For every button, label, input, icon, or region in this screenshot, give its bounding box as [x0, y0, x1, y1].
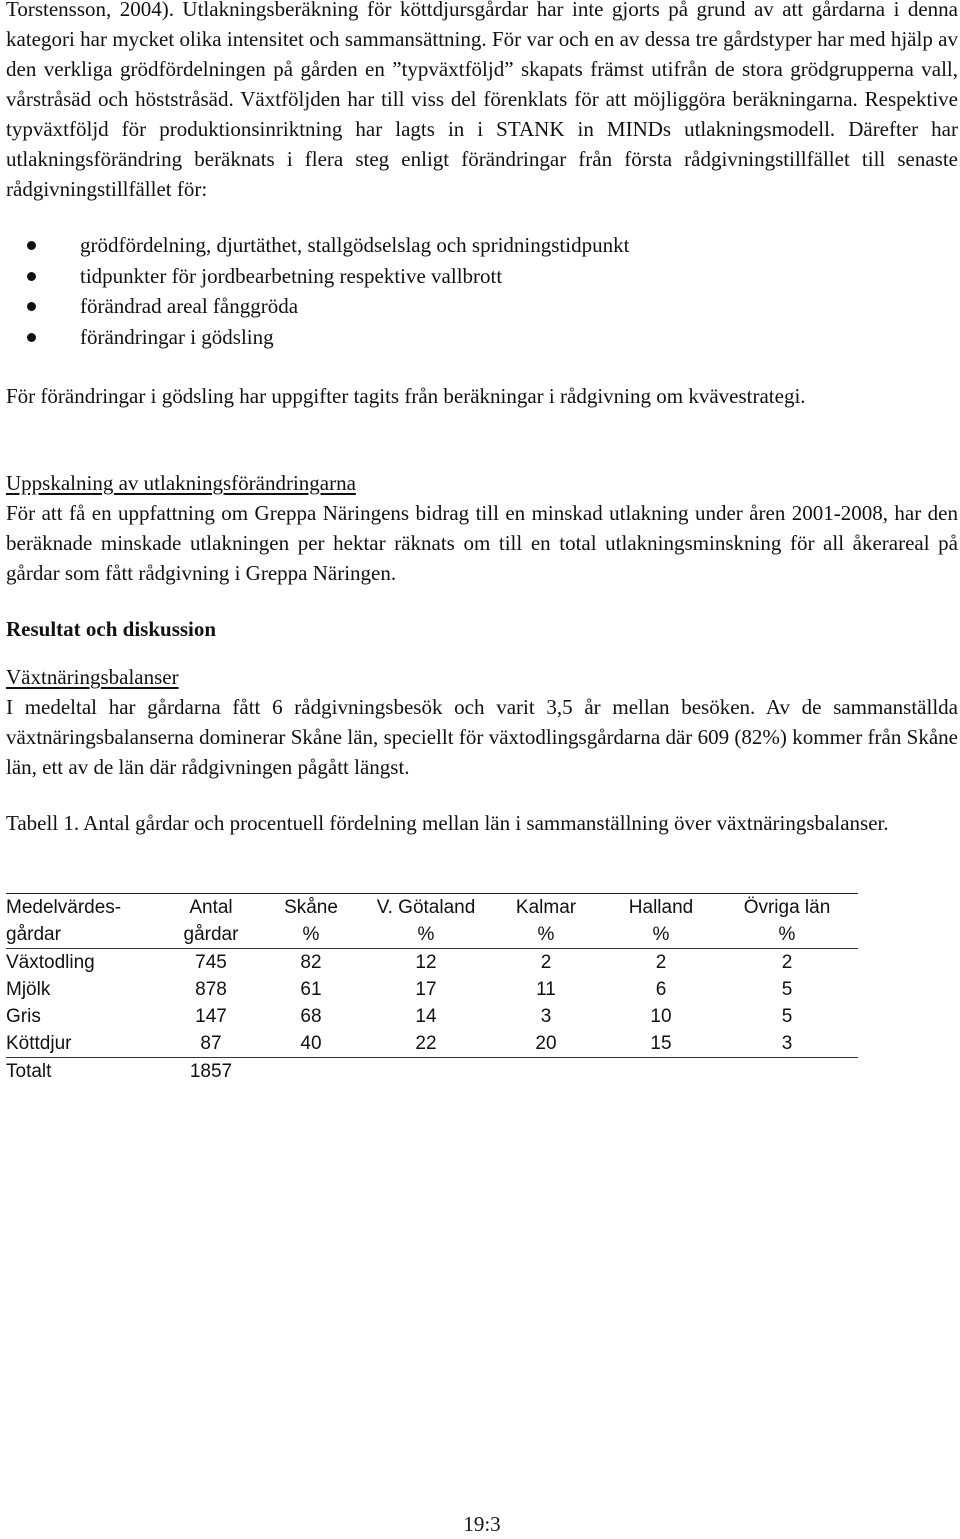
table-cell: 745: [195, 952, 227, 973]
table-cell: 17: [415, 979, 437, 1000]
intro-paragraph: Torstensson, 2004). Utlakningsberäkning för köttdjursgårdar har inte gjorts på grund av att gårdarna i denna kategori har mycket olika intensitet och sammansättning. För var och en av dessa tre gårdstyper har med hjälp av den verkliga grödfördelningen på gården en ”typväxtföljd” skapats främst utifrån de stora grödgrupperna vall, vårstråsäd och höststråsäd. Växtföljden har till viss del förenklats för att möjliggöra beräkningarna. Respektive typväxtföljd för produktionsinriktning har lagts in i STANK in MINDs utlakningsmodell. Därefter har utlakningsförändring beräknats i flera steg enligt förändringar från första rådgivningstillfället till senaste rådgivningstillfället för:: [6, 0, 958, 201]
table-header-cell: %: [366, 921, 486, 949]
table-header-cell: Skåne: [256, 894, 366, 922]
list-item: [6, 230, 958, 261]
table-row: [6, 976, 858, 1003]
table-header-cell: %: [486, 921, 606, 949]
table-cell: 1857: [189, 1061, 233, 1082]
table-header-cell: V. Götaland: [366, 894, 486, 922]
table-header-cell: gårdar: [166, 921, 256, 949]
table-cell: Köttdjur: [6, 1030, 166, 1058]
table-cell: 2: [540, 952, 552, 973]
table-cell: 15: [606, 1030, 716, 1058]
table-cell: 14: [415, 1006, 437, 1027]
table-total-row: [6, 1058, 858, 1086]
table-cell: 147: [195, 1006, 227, 1027]
table-cell: 6: [655, 979, 667, 1000]
table-cell: 878: [195, 979, 227, 1000]
table-header-cell: Medelvärdes-: [6, 894, 166, 922]
table-caption: Tabell 1. Antal gårdar och procentuell fördelning mellan län i sammanställning över växtnäringsbalanser.: [6, 811, 889, 835]
table-cell: 82: [300, 952, 322, 973]
table-cell: 20: [486, 1030, 606, 1058]
bullet-icon: [27, 272, 36, 281]
table-row: [6, 1003, 858, 1030]
table-header-cell: %: [716, 921, 858, 949]
table-cell: 3: [540, 1006, 552, 1027]
data-table: [6, 893, 858, 1085]
table-cell: 3: [716, 1030, 858, 1058]
table-header-cell: Övriga län: [716, 894, 858, 922]
table-cell: Växtodling: [6, 952, 95, 973]
list-item: [6, 291, 958, 322]
table-cell: 40: [256, 1030, 366, 1058]
bullet-list: [6, 230, 958, 352]
table-cell: Mjölk: [6, 979, 51, 1000]
uppskalning-paragraph: För att få en uppfattning om Greppa Näringens bidrag till en minskad utlakning under åren 2001-2008, har den beräknade minskade utlakningen per hektar räknats om till en total utlakningsminskning för all åkerareal på gårdar som fått rådgivning i Greppa Näringen.: [6, 501, 958, 585]
list-item-text: förändringar i gödsling: [80, 324, 274, 349]
table-header-cell: Kalmar: [486, 894, 606, 922]
table-row: [6, 1030, 858, 1058]
vaxtnaring-paragraph: I medeltal har gårdarna fått 6 rådgivningsbesök och varit 3,5 år mellan besöken. Av de sammanställda växtnäringsbalanserna dominerar Skåne län, speciellt för växtodlingsgårdarna där 609 (82%) kommer från Skåne län, ett av de län där rådgivningen pågått längst.: [6, 695, 958, 779]
table-cell: 68: [300, 1006, 322, 1027]
list-item: [6, 322, 958, 353]
table-cell: 22: [366, 1030, 486, 1058]
list-item-text: förändrad areal fånggröda: [80, 294, 299, 318]
table-cell: 2: [655, 952, 667, 973]
table-header-cell: %: [256, 921, 366, 949]
section-heading-resultat: Resultat och diskussion: [6, 617, 217, 641]
table-header-cell: Halland: [606, 894, 716, 922]
table-cell: Totalt: [6, 1061, 52, 1082]
table-cell: 5: [781, 979, 793, 1000]
table-cell: 5: [781, 1006, 793, 1027]
table-header-row: [6, 921, 858, 949]
table-cell: Gris: [6, 1006, 41, 1027]
bullet-icon: [27, 241, 36, 250]
table-cell: 61: [300, 979, 322, 1000]
godsling-paragraph: För förändringar i gödsling har uppgifter tagits från beräkningar i rådgivning om kvävestrategi.: [6, 384, 806, 408]
section-heading-vaxtnaringsbalanser: Växtnäringsbalanser: [6, 665, 179, 689]
table-cell: 2: [781, 952, 793, 973]
table-row: [6, 949, 858, 977]
bullet-icon: [27, 333, 36, 342]
page-number: 19:3: [463, 1512, 501, 1536]
list-item-text: grödfördelning, djurtäthet, stallgödselslag och spridningstidpunkt: [80, 233, 630, 257]
table-header-cell: %: [606, 921, 716, 949]
table-cell: 11: [536, 979, 556, 1000]
bullet-icon: [27, 302, 36, 311]
table-cell: 87: [166, 1030, 256, 1058]
section-heading-uppskalning: Uppskalning av utlakningsförändringarna: [6, 471, 356, 495]
table-cell: 12: [415, 952, 437, 973]
list-item: [6, 261, 958, 292]
table-header-row: [6, 894, 858, 922]
table-header-cell: Antal: [166, 894, 256, 922]
list-item-text: tidpunkter för jordbearbetning respektive vallbrott: [80, 263, 503, 288]
table-cell: 10: [650, 1006, 672, 1027]
table-header-cell: gårdar: [6, 921, 166, 949]
